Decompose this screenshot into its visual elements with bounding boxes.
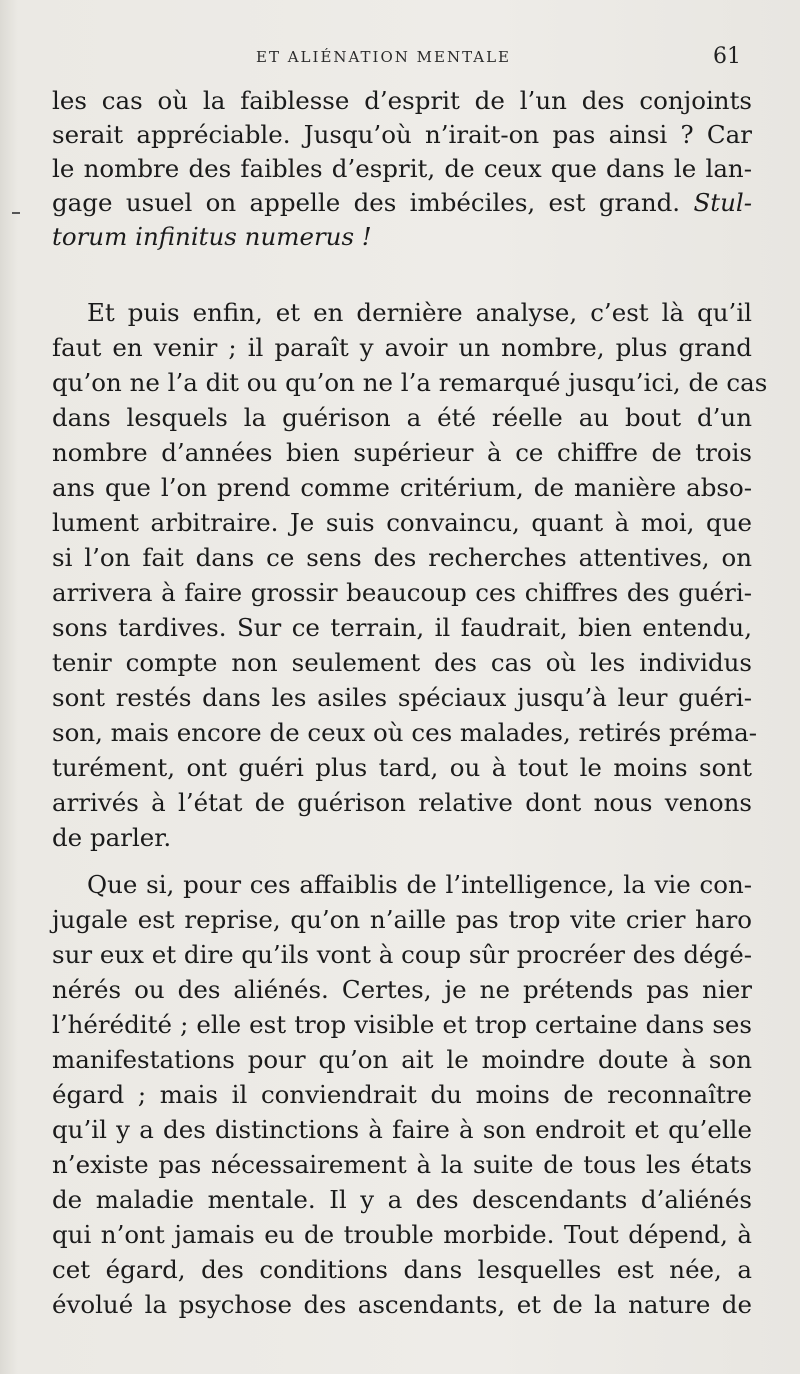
text-line: lument arbitraire. Je suis convaincu, quant à moi, que [52,508,752,537]
text-line: si l’on fait dans ce sens des recherches attentives, on [52,543,752,572]
text-line: ans que l’on prend comme critérium, de manière abso- [52,473,752,502]
text-line: turément, ont guéri plus tard, ou à tout le moins sont [52,753,752,782]
text-line: l’hérédité ; elle est trop visible et trop certaine dans ses [52,1010,752,1039]
text-line: qu’il y a des distinctions à faire à son endroit et qu’elle [52,1115,752,1144]
text-line: sont restés dans les asiles spéciaux jusqu’à leur guéri- [52,683,752,712]
page-number: 61 [713,44,741,69]
text-line: qu’on ne l’a dit ou qu’on ne l’a remarqué jusqu’ici, de cas [52,368,768,397]
text-line: Que si, pour ces affaiblis de l’intelligence, la vie con- [87,870,752,899]
text-line: Et puis enfin, et en dernière analyse, c’est là qu’il [87,298,752,327]
page-header [0,44,800,74]
text-line: évolué la psychose des ascendants, et de la nature de [52,1290,752,1319]
text-line: jugale est reprise, qu’on n’aille pas trop vite crier haro [52,905,752,934]
text-line: faut en venir ; il paraît y avoir un nombre, plus grand [52,333,752,362]
margin-mark [12,212,20,214]
text-line: nombre d’années bien supérieur à ce chiffre de trois [52,438,752,467]
text-line-mixed [52,186,752,220]
text-line: manifestations pour qu’on ait le moindre doute à son [52,1045,752,1074]
text-line: de maladie mentale. Il y a des descendants d’aliénés [52,1185,752,1214]
text-span: gage usuel on appelle des imbéciles, est grand. [52,188,681,217]
text-line: n’existe pas nécessairement à la suite de tous les états [52,1150,752,1179]
text-line: serait appréciable. Jusqu’où n’irait-on pas ainsi ? Car [52,120,752,149]
text-line: qui n’ont jamais eu de trouble morbide. Tout dépend, à [52,1220,752,1249]
text-line: arrivés à l’état de guérison relative dont nous venons [52,788,752,817]
text-line: le nombre des faibles d’esprit, de ceux que dans le lan- [52,154,752,183]
italic-line: torum infinitus numerus ! [52,222,372,251]
text-line: nérés ou des aliénés. Certes, je ne prétends pas nier [52,975,752,1004]
text-line: cet égard, des conditions dans lesquelles est née, a [52,1255,752,1284]
text-line: sur eux et dire qu’ils vont à coup sûr procréer des dégé- [52,940,752,969]
text-line: son, mais encore de ceux où ces malades, retirés préma- [52,718,758,747]
running-title: ET ALIÉNATION MENTALE [256,48,512,66]
text-line: dans lesquels la guérison a été réelle au bout d’un [52,403,752,432]
text-line: sons tardives. Sur ce terrain, il faudrait, bien entendu, [52,613,752,642]
text-line: les cas où la faiblesse d’esprit de l’un des conjoints [52,86,752,115]
text-line: égard ; mais il conviendrait du moins de reconnaître [52,1080,752,1109]
text-line: tenir compte non seulement des cas où les individus [52,648,752,677]
text-line: arrivera à faire grossir beaucoup ces chiffres des guéri- [52,578,752,607]
italic-span: Stul- [693,188,752,217]
text-line: de parler. [52,823,172,852]
